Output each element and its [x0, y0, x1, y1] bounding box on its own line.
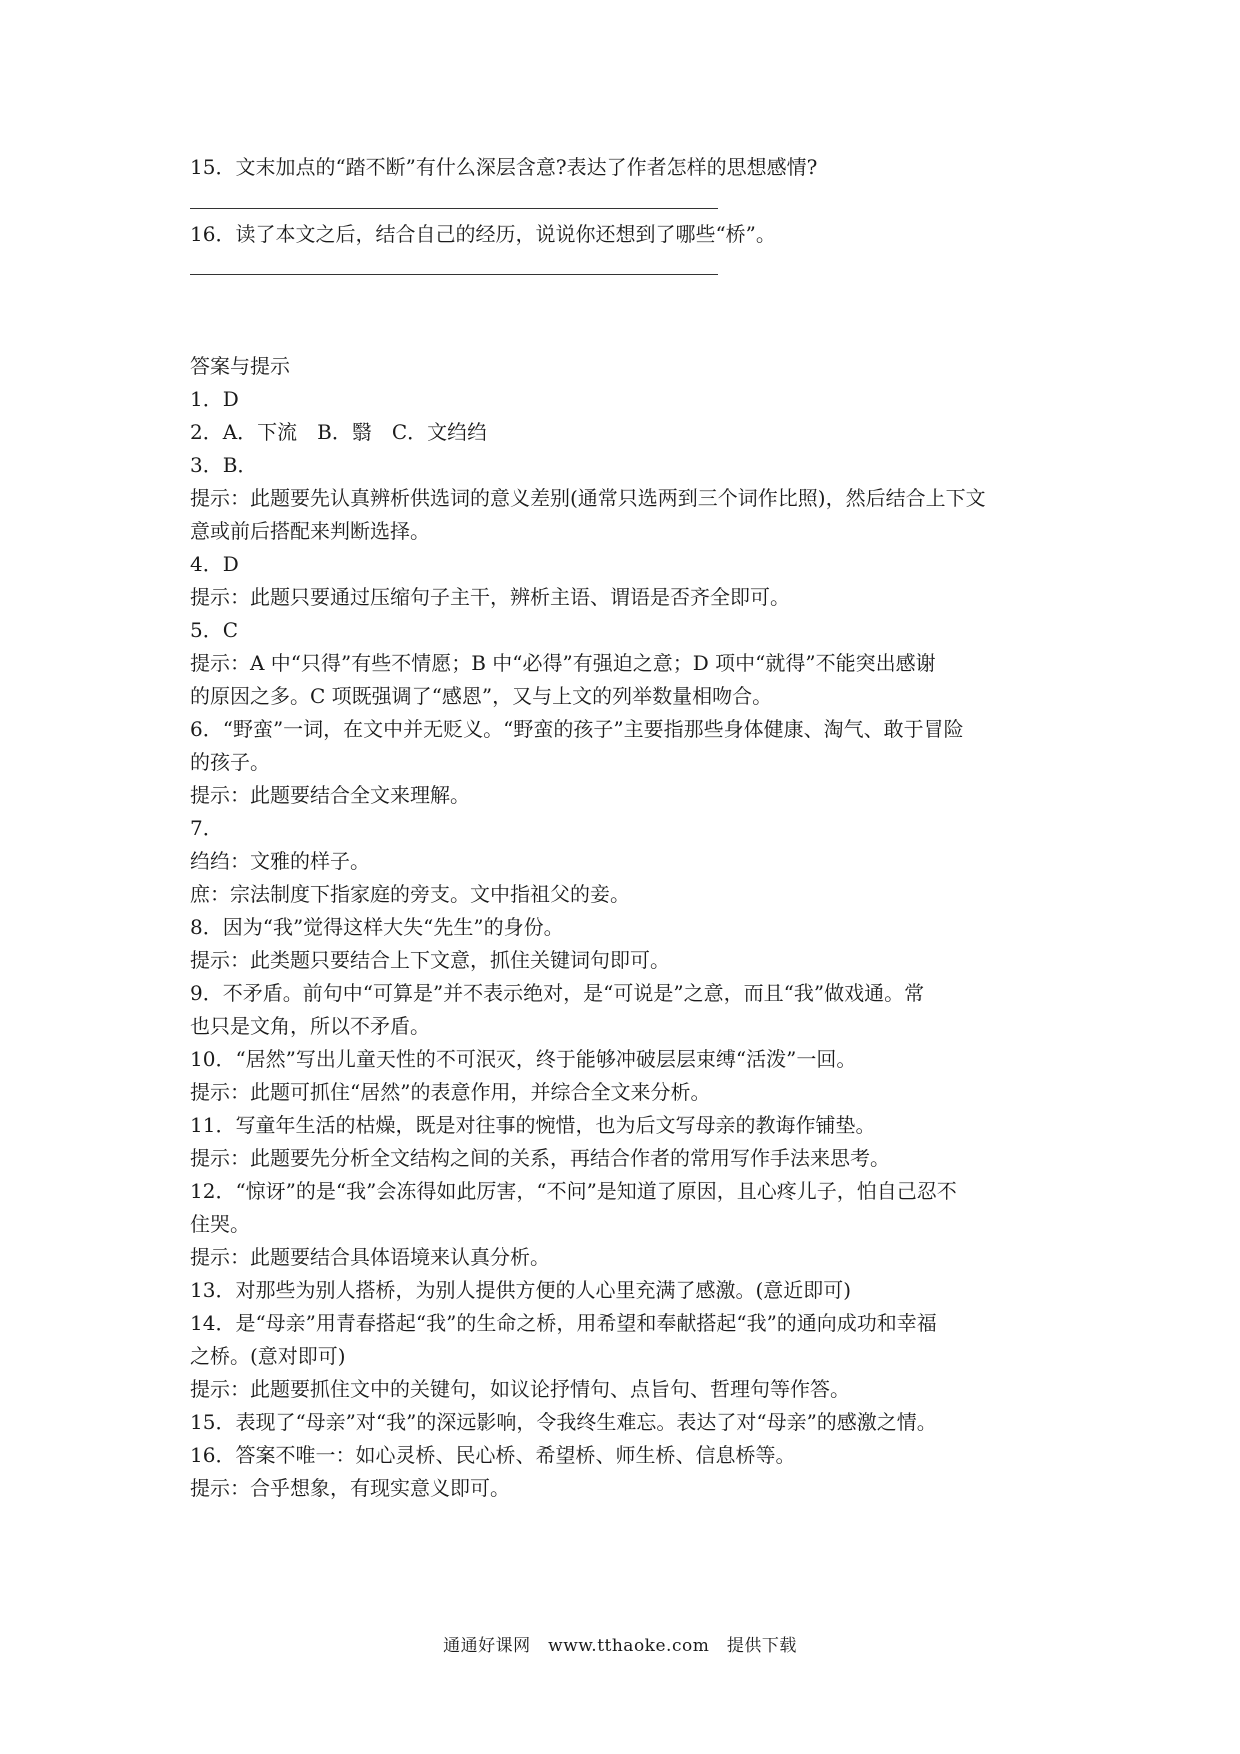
- answers-section: [190, 350, 1060, 1505]
- answer-line: 9．不矛盾。前句中“可算是”并不表示绝对，是“可说是”之意，而且“我”做戏通。常: [190, 981, 925, 1005]
- answer-line: 1．D: [190, 387, 239, 411]
- answer-line: 提示：此类题只要结合上下文意，抓住关键词句即可。: [190, 948, 670, 972]
- question-16: 16．读了本文之后，结合自己的经历，说说你还想到了哪些“桥”。: [190, 222, 776, 246]
- answer-line: 3．B．: [190, 453, 258, 477]
- answer-line: 绉绉：文雅的样子。: [190, 849, 370, 873]
- answer-line: 住哭。: [190, 1212, 250, 1236]
- answer-blank-line-16: [190, 274, 718, 275]
- answer-line: 的孩子。: [190, 750, 270, 774]
- answer-line: 14．是“母亲”用青春搭起“我”的生命之桥，用希望和奉献搭起“我”的通向成功和幸福: [190, 1311, 937, 1335]
- answer-line: 12．“惊讶”的是“我”会冻得如此厉害，“不问”是知道了原因，且心疼儿子，怕自己忍不: [190, 1179, 957, 1203]
- answer-line: 13．对那些为别人搭桥，为别人提供方便的人心里充满了感激。(意近即可): [190, 1278, 852, 1302]
- answer-line: 意或前后搭配来判断选择。: [190, 519, 430, 543]
- answer-line: 提示：合乎想象，有现实意义即可。: [190, 1476, 510, 1500]
- answer-line: 提示：此题要结合具体语境来认真分析。: [190, 1245, 550, 1269]
- question-15: 15．文末加点的“踏不断”有什么深层含意?表达了作者怎样的思想感情?: [190, 155, 818, 179]
- answer-line: 提示：A 中“只得”有些不情愿；B 中“必得”有强迫之意；D 项中“就得”不能突出感谢: [190, 651, 936, 675]
- answer-line: 7．: [190, 816, 223, 840]
- answer-line: 6．“野蛮”一词，在文中并无贬义。“野蛮的孩子”主要指那些身体健康、淘气、敢于冒险: [190, 717, 964, 741]
- answers-heading: 答案与提示: [190, 354, 290, 378]
- answer-line: 也只是文角，所以不矛盾。: [190, 1014, 430, 1038]
- answer-line: 提示：此题要抓住文中的关键句，如议论抒情句、点旨句、哲理句等作答。: [190, 1377, 850, 1401]
- answer-line: 提示：此题只要通过压缩句子主干，辨析主语、谓语是否齐全即可。: [190, 585, 790, 609]
- answer-line: 16．答案不唯一：如心灵桥、民心桥、希望桥、师生桥、信息桥等。: [190, 1443, 796, 1467]
- answer-line: 2．A．下流 B．翳 C．文绉绉: [190, 420, 488, 444]
- answer-line: 提示：此题要先认真辨析供选词的意义差别(通常只选两到三个词作比照)，然后结合上下文: [190, 486, 986, 510]
- answer-line: 提示：此题要先分析全文结构之间的关系，再结合作者的常用写作手法来思考。: [190, 1146, 890, 1170]
- answer-line: 10．“居然”写出儿童天性的不可泯灭，终于能够冲破层层束缚“活泼”一回。: [190, 1047, 857, 1071]
- answer-blank-line-15: [190, 208, 718, 209]
- answer-line: 提示：此题要结合全文来理解。: [190, 783, 470, 807]
- answer-line: 8．因为“我”觉得这样大失“先生”的身份。: [190, 915, 564, 939]
- answer-line: 11．写童年生活的枯燥，既是对往事的惋惜，也为后文写母亲的教诲作铺垫。: [190, 1113, 876, 1137]
- answer-line: 提示：此题可抓住“居然”的表意作用，并综合全文来分析。: [190, 1080, 711, 1104]
- answer-line: 的原因之多。C 项既强调了“感恩”，又与上文的列举数量相吻合。: [190, 684, 773, 708]
- answer-line: 之桥。(意对即可): [190, 1344, 346, 1368]
- answer-line: 4．D: [190, 552, 239, 576]
- answer-line: 5．C: [190, 618, 239, 642]
- page-footer: 通通好课网 www.tthaoke.com 提供下载: [443, 1636, 797, 1656]
- answer-line: 庶：宗法制度下指家庭的旁支。文中指祖父的妾。: [190, 882, 630, 906]
- answer-line: 15．表现了“母亲”对“我”的深远影响，令我终生难忘。表达了对“母亲”的感激之情。: [190, 1410, 937, 1434]
